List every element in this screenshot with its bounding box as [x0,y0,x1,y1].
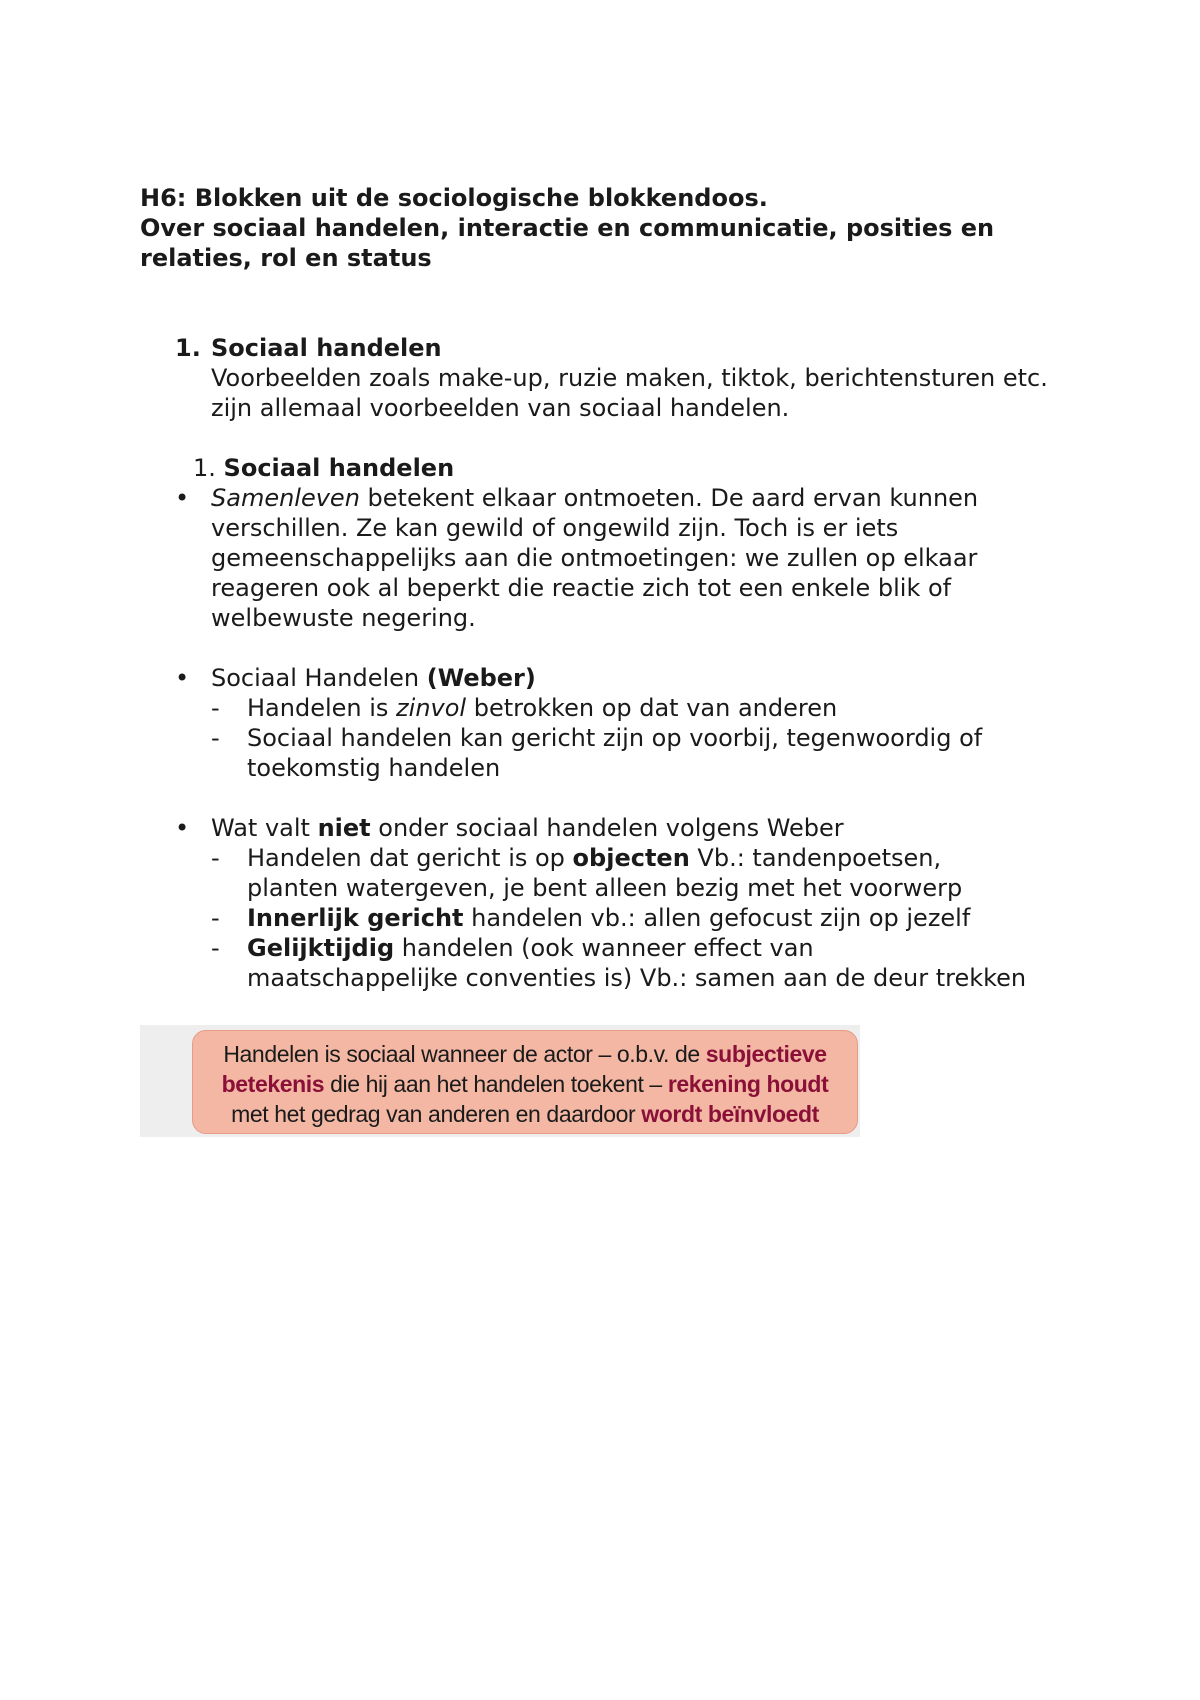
section-1-heading: Sociaal handelen [211,334,442,362]
body-text: Sociaal Handelen [211,664,427,692]
section-2-number: 1. [193,454,216,482]
sub-item [211,933,1075,993]
callout-accent: wordt beïnvloedt [641,1101,819,1127]
bullet-icon: • [175,484,190,512]
body-text: Vb.: tandenpoetsen, planten watergeven, je bent alleen bezig met het voorwerp [247,844,963,902]
sub-item-text [247,933,1027,993]
dash-icon: - [211,934,220,962]
dash-icon: - [211,694,220,722]
body-text: Wat valt [211,814,318,842]
dash-icon: - [211,844,220,872]
bullet-text [211,483,991,633]
dash-icon: - [211,724,220,752]
body-text: handelen (ook wanneer effect van maatschappelijke conventies is) Vb.: samen aan de deur trekken [247,934,1027,992]
body-text: Handelen is [247,694,397,722]
callout-text: die hij aan het handelen toekent – [324,1071,668,1097]
callout-accent: subjectieve betekenis [221,1041,827,1097]
strong-text: objecten [572,844,690,872]
callout-text: Handelen is sociaal wanneer de actor – o.b.v. de [223,1041,706,1067]
bullet-text [211,813,991,843]
body-text: betekent elkaar ontmoeten. De aard ervan kunnen verschillen. Ze kan gewild of ongewild zijn. Toch is er iets gemeenschappelijks aan die ontmoetingen: we zullen op elkaar reageren ook al beperkt die reactie zich tot een enkele blik of welbewuste negering. [211,484,979,632]
strong-text: Gelijktijdig [247,934,395,962]
section-1-number: 1. [175,334,201,362]
section-1 [175,333,1075,423]
bullet-icon: • [175,814,190,842]
sub-item [211,903,1075,933]
sub-item-text: Sociaal handelen kan gericht zijn op voorbij, tegenwoordig of toekomstig handelen [247,724,983,782]
bullet-list [175,483,1075,1023]
sub-item [211,723,1075,783]
emphasis-text: Samenleven [211,484,360,512]
bullet-weber [175,663,1075,783]
section-1-body: Voorbeelden zoals make-up, ruzie maken, tiktok, berichtensturen etc. zijn allemaal voorbeelden van sociaal handelen. [211,364,1048,422]
emphasis-text: zinvol [396,694,467,722]
callout-text: met het gedrag van anderen en daardoor [231,1101,642,1127]
definition-figure [140,1025,860,1137]
bullet-samenleven [175,483,1075,633]
bullet-niet [175,813,1075,993]
sub-item-text [247,693,1027,723]
callout-accent: rekening houdt [667,1071,829,1097]
sub-item-text [247,903,1027,933]
definition-callout [192,1030,858,1134]
title-line-2: Over sociaal handelen, interactie en communicatie, posities en relaties, rol en status [140,214,995,272]
page-title [140,183,1040,273]
body-text: betrokken op dat van anderen [466,694,838,722]
body-text: handelen vb.: allen gefocust zijn op jezelf [463,904,971,932]
section-2-heading [193,453,454,483]
body-text: onder sociaal handelen volgens Weber [370,814,844,842]
dash-icon: - [211,904,220,932]
strong-text: (Weber) [426,664,536,692]
bullet-text [211,663,991,693]
strong-text: niet [317,814,371,842]
strong-text: Innerlijk gericht [247,904,464,932]
sub-item [211,693,1075,723]
body-text: Handelen dat gericht is op [247,844,573,872]
sub-item [211,843,1075,903]
bullet-icon: • [175,664,190,692]
section-2-title: Sociaal handelen [223,454,455,482]
title-line-1: H6: Blokken uit de sociologische blokkendoos. [140,184,768,212]
sub-item-text [247,843,1027,903]
